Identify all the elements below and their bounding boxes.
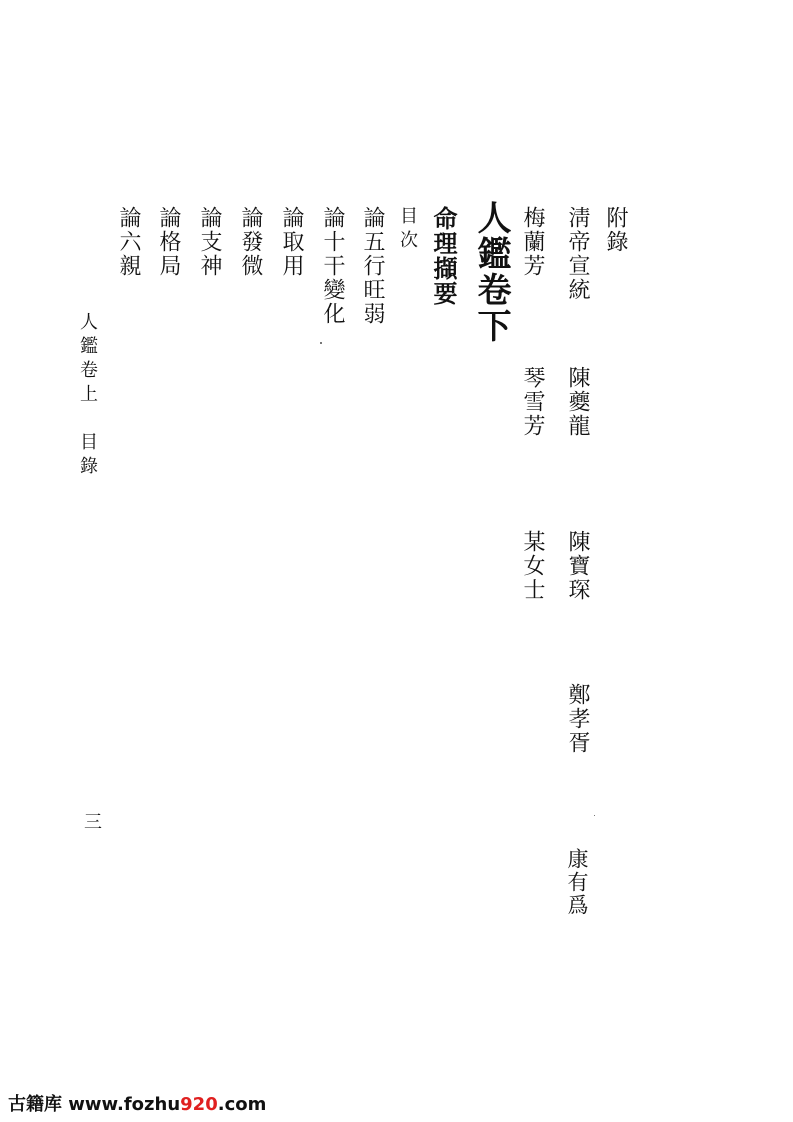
toc-item: 論支神 xyxy=(197,206,222,278)
author-name: 梅蘭芳 xyxy=(520,206,545,278)
toc-item: 論六親 xyxy=(116,206,141,278)
author-name: 鄭孝胥 xyxy=(565,683,590,755)
section-subtitle: 命理擷要 xyxy=(429,206,458,306)
reign-title: 淸帝宣統 xyxy=(565,206,590,302)
toc-item: 論十干變化 xyxy=(320,206,345,326)
toc-item: 論發微 xyxy=(238,206,263,278)
toc-item: 論五行旺弱 xyxy=(360,206,385,326)
author-name: 陳寶琛 xyxy=(565,530,590,602)
scan-speck xyxy=(320,342,322,344)
author-name: 某女士 xyxy=(520,530,545,602)
watermark-prefix: 古籍库 www.fozhu xyxy=(8,1094,181,1115)
author-name: 陳夔龍 xyxy=(565,366,590,438)
watermark-suffix: .com xyxy=(217,1094,267,1115)
margin-caption: 人鑑卷上 目錄 xyxy=(77,312,98,480)
scan-speck xyxy=(594,815,595,816)
author-name: 琴雪芳 xyxy=(520,366,545,438)
author-name: 康有爲 xyxy=(565,848,589,917)
watermark-highlight: 920 xyxy=(180,1094,218,1115)
appendix-label: 附錄 xyxy=(603,206,628,254)
volume-title: 人鑑卷下 xyxy=(471,200,511,344)
toc-item: 論格局 xyxy=(156,206,181,278)
watermark xyxy=(8,1090,266,1116)
page-number: 三 xyxy=(81,812,102,830)
toc-label: 目次 xyxy=(397,206,418,254)
toc-item: 論取用 xyxy=(279,206,304,278)
